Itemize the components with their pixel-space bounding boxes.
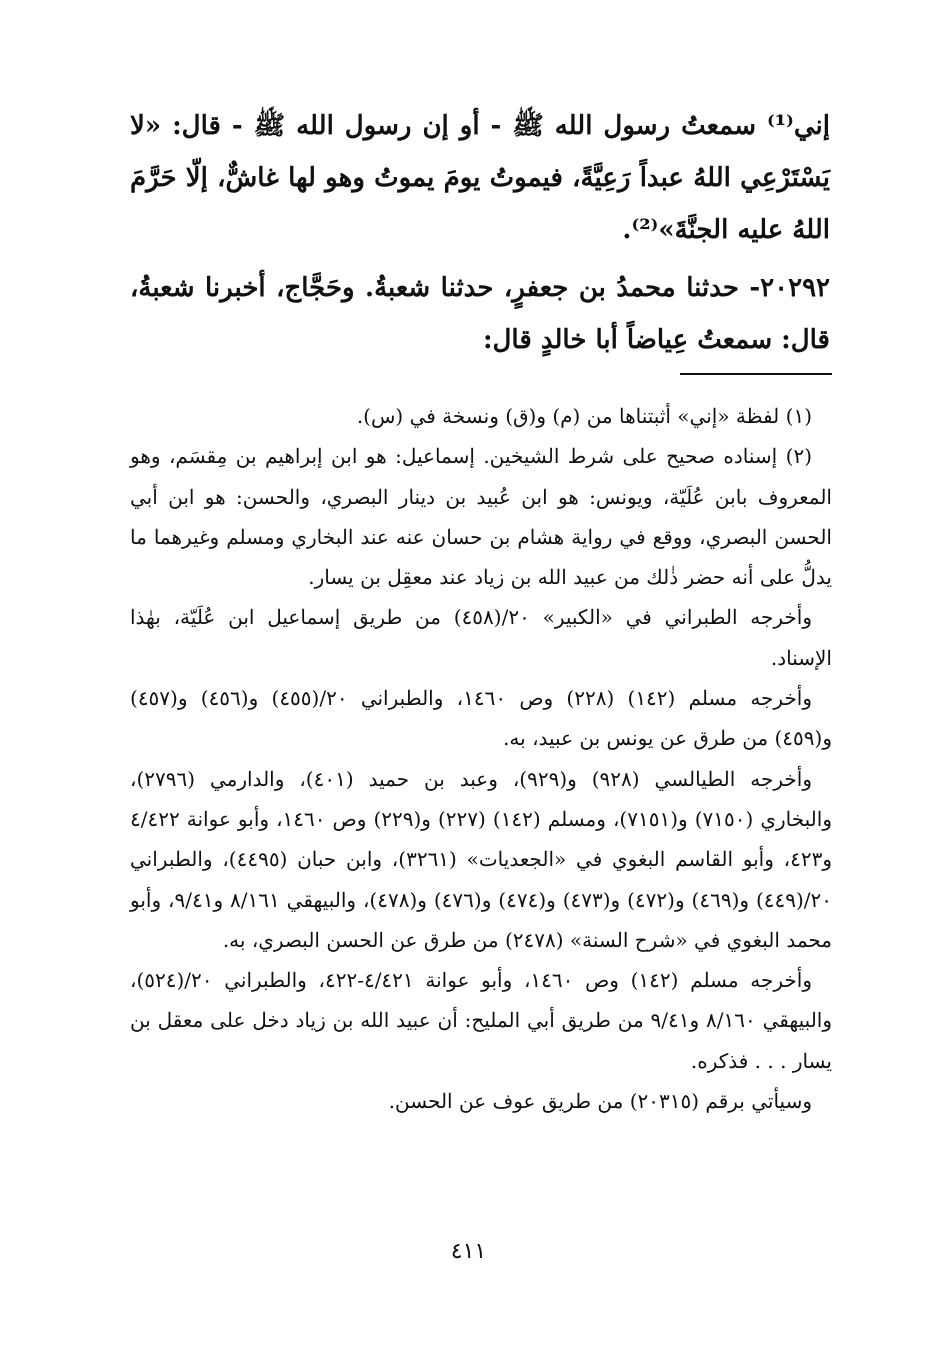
page-number: ٤١١ — [450, 1239, 487, 1264]
footnotes — [130, 396, 832, 1121]
footnote-paragraph: وأخرجه مسلم (١٤٢) (٢٢٨) وص ١٤٦٠، والطبراني ٢٠/(٤٥٥) و(٤٥٦) و(٤٥٧) و(٤٥٩) من طرق عن يونس بن عبيد، به. — [130, 686, 832, 751]
footnote-2: (٢) إسناده صحيح على شرط الشيخين. إسماعيل: هو ابن إبراهيم بن مِقسَم، وهو المعروف بابن عُلَيّة، ويونس: هو ابن عُبيد بن دينار البصري، والحسن: هو ابن أبي الحسن البصري، ووقع في رواية هشام بن حسان عنه عند البخاري ومسلم وغيرهما ما يدلُّ على أنه حضر ذٰلك من عبيد الله بن زياد عند معقِل بن يسار. — [130, 444, 832, 590]
hadith-text: إني⁽¹⁾ سمعتُ رسول الله ﷺ - أو إن رسول الله ﷺ - قال: «لا يَسْتَرْعِي اللهُ عبداً رَعِيَّةً، فيموتُ يومَ يموتُ وهو لها غاشٌّ، إلّا حَرَّمَ اللهُ عليه الجنَّةَ»⁽²⁾. — [130, 111, 830, 245]
footnote-separator — [680, 373, 832, 375]
footnote-1: (١) لفظة «إني» أثبتناها من (م) و(ق) ونسخة في (س). — [356, 404, 812, 428]
footnote-paragraph: وأخرجه الطبراني في «الكبير» ٢٠/(٤٥٨) من طريق إسماعيل ابن عُلَيّة، بهٰذا الإسناد. — [130, 605, 832, 670]
main-text — [130, 100, 830, 366]
footnote-paragraph: وأخرجه الطيالسي (٩٢٨) و(٩٢٩)، وعبد بن حميد (٤٠١)، والدارمي (٢٧٩٦)، والبخاري (٧١٥٠) و(٧١٥١)، ومسلم (١٤٢) (٢٢٧) و(٢٢٩) وص ١٤٦٠، وأبو عوانة ٤/٤٢٢ و٤٢٣، وأبو القاسم البغوي في «الجعديات» (٣٢٦١)، وابن حبان (٤٤٩٥)، والطبراني ٢٠/(٤٤٩) و(٤٦٩) و(٤٧٢) و(٤٧٣) و(٤٧٤) و(٤٧٦) و(٤٧٨)، والبيهقي ٨/١٦١ و٩/٤١، وأبو محمد البغوي في «شرح السنة» (٢٤٧٨) من طرق عن الحسن البصري، به. — [130, 766, 833, 952]
footnote-paragraph: وسيأتي برقم (٢٠٣١٥) من طريق عوف عن الحسن. — [388, 1089, 812, 1114]
footnote-paragraph: وأخرجه مسلم (١٤٢) وص ١٤٦٠، وأبو عوانة ٤/٤٢١-٤٢٢، والطبراني ٢٠/(٥٢٤)، والبيهقي ٨/١٦٠ و٩/٤١ من طريق أبي المليح: أن عبيد الله بن زياد دخل على معقل بن يسار . . . فذكره. — [130, 968, 833, 1073]
hadith-isnad: ٢٠٢٩٢- حدثنا محمدُ بن جعفرٍ، حدثنا شعبةُ. وحَجَّاج، أخبرنا شعبةُ، قال: سمعتُ عِياضاً أبا خالدٍ قال: — [130, 273, 830, 355]
